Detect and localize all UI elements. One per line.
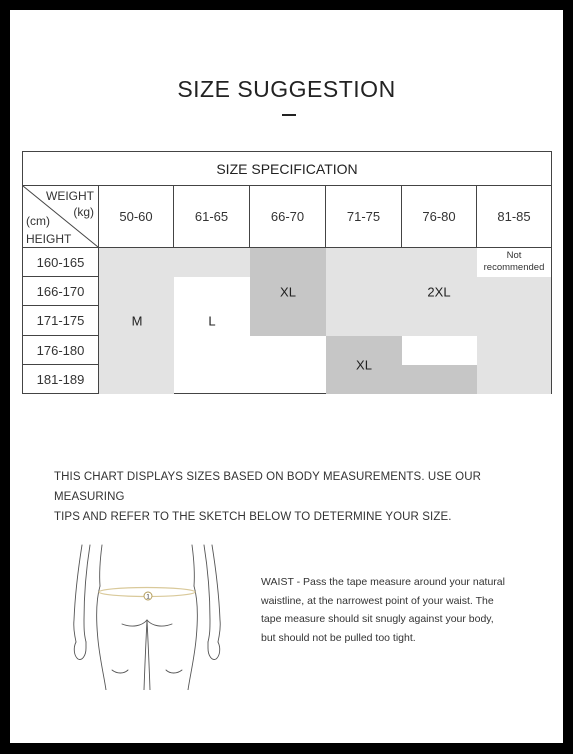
- size-label-l: L: [208, 313, 216, 329]
- height-unit: (cm): [26, 214, 50, 228]
- height-row-header: 166-170: [23, 277, 99, 306]
- page-title: SIZE SUGGESTION: [177, 76, 396, 102]
- corner-cell: [23, 186, 99, 248]
- height-row-header: 176-180: [23, 336, 99, 365]
- height-row-header: 181-189: [23, 365, 99, 394]
- size-label-2xl: 2XL: [427, 284, 451, 300]
- size-block-2xl-right: [477, 277, 551, 394]
- weight-col-header: 61-65: [174, 186, 250, 248]
- weight-col-header: 50-60: [99, 186, 174, 248]
- size-block-2xl: [326, 248, 477, 336]
- size-guide-page: [10, 10, 563, 743]
- height-row-header: 171-175: [23, 306, 99, 336]
- body-sketch-illustration: [62, 540, 234, 690]
- weight-label: WEIGHT: [46, 189, 94, 203]
- title-underline: [282, 114, 296, 116]
- weight-unit: (kg): [73, 205, 94, 219]
- height-row-header: 160-165: [23, 248, 99, 277]
- table-header: SIZE SPECIFICATION: [23, 152, 551, 186]
- size-block-l-top: [174, 248, 250, 277]
- waist-instructions: WAIST - Pass the tape measure around your natural waistline, at the narrowest point of your waist. The tape measure should sit snugly against your body, but should not be pulled too tight.: [261, 576, 505, 644]
- weight-col-header: 71-75: [326, 186, 402, 248]
- not-recommended-note: Not recommended: [483, 250, 545, 273]
- height-label: HEIGHT: [26, 232, 72, 246]
- waist-marker-number: 1: [146, 593, 150, 601]
- size-label-xl-upper: XL: [280, 284, 296, 300]
- weight-col-header: 66-70: [250, 186, 326, 248]
- size-specification-table: [22, 151, 552, 394]
- weight-col-header: 76-80: [402, 186, 477, 248]
- size-label-xl-lower: XL: [356, 357, 372, 373]
- size-block-xl-lower-right: [402, 365, 477, 394]
- size-label-m: M: [131, 313, 143, 329]
- weight-col-header: 81-85: [477, 186, 551, 248]
- size-chart-description: THIS CHART DISPLAYS SIZES BASED ON BODY MEASUREMENTS. USE OUR MEASURING TIPS AND REFER TO THE SKETCH BELOW TO DETERMINE YOUR SIZE.: [54, 471, 482, 523]
